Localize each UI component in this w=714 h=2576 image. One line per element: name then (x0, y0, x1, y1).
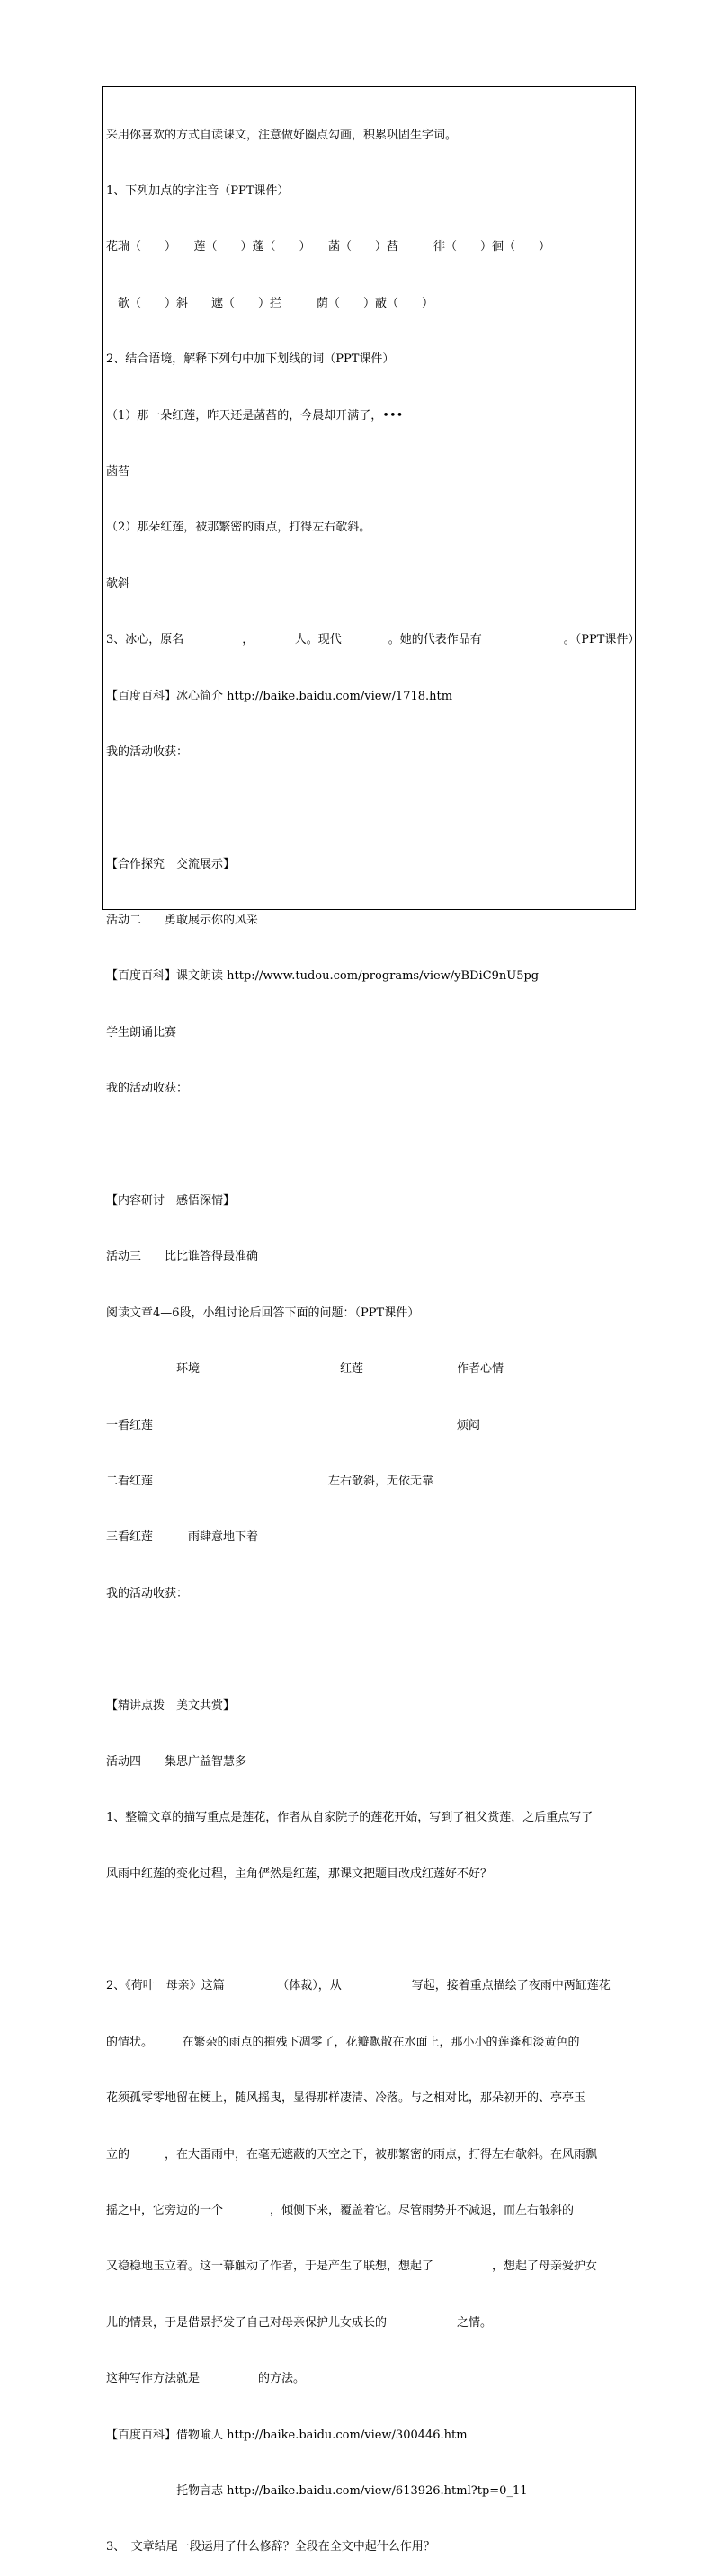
section-heading: 【精讲点拨 美文共赏】 (106, 1698, 236, 1713)
text-line: 风雨中红莲的变化过程，主角俨然是红莲，那课文把题目改成红莲好不好？ (106, 1867, 493, 1881)
text-line: 一看红莲 烦闷 (106, 1418, 481, 1432)
blank-line (106, 1921, 637, 1940)
text-line: 菡萏 (106, 464, 130, 478)
link-line[interactable]: 托物言志 http://baike.baidu.com/view/613926.html?tp=0_11 (106, 2484, 528, 2498)
text-line: 活动二 勇敢展示你的风采 (106, 914, 259, 928)
text-line: 1、整篇文章的描写重点是莲花，作者从自家院子的莲花开始，写到了祖父赏莲，之后重点写了 (106, 1811, 594, 1825)
document-content (106, 89, 640, 2576)
text-line: 采用你喜欢的方式自读课文，注意做好圈点勾画，积累巩固生字词。 (106, 128, 458, 142)
text-line: 3、冰心，原名 ， 人。现代 。她的代表作品有 。（PPT课件） (106, 633, 640, 647)
text-line: 这种写作方法就是 的方法。 (106, 2372, 306, 2386)
section-heading: 【内容研讨 感悟深情】 (106, 1194, 236, 1208)
blank-line (106, 799, 637, 818)
text-line: 阅读文章4—6段，小组讨论后回答下面的问题：（PPT课件） (106, 1306, 420, 1320)
blank-line (106, 1641, 637, 1660)
text-line: 环境 红莲 作者心情 (106, 1362, 504, 1377)
text-line: 2、《荷叶 母亲》这篇 （体裁），从 写起，接着重点描绘了夜雨中两缸莲花 (106, 1979, 611, 1993)
text-line: 花须孤零零地留在梗上，随风摇曳，显得那样凄清、冷落。与之相对比，那朵初开的、亭亭玉 (106, 2091, 586, 2106)
text-line: 又稳稳地玉立着。这一幕触动了作者，于是产生了联想，想起了 ，想起了母亲爱护女 (106, 2260, 598, 2274)
text-line: 欹（ ）斜 遮（ ）拦 荫（ ）蔽（ ） (106, 296, 434, 310)
link-line[interactable]: 【百度百科】冰心简介 http://baike.baidu.com/view/1718.htm (106, 689, 453, 703)
text-line: 3、 文章结尾一段运用了什么修辞？全段在全文中起什么作用？ (106, 2540, 435, 2554)
text-line: （1）那一朵红莲，昨天还是菡萏的，今晨却开满了，••• (106, 408, 404, 423)
text-line: 的情状。 在繁杂的雨点的摧残下凋零了，花瓣飘散在水面上，那小小的莲蓬和淡黄色的 (106, 2035, 580, 2049)
link-line[interactable]: 【百度百科】课文朗读 http://www.tudou.com/programs/view/yBDiC9nU5pg (106, 969, 540, 984)
text-line: 2、结合语境，解释下列句中加下划线的词（PPT课件） (106, 352, 395, 367)
text-line: 三看红莲 雨肆意地下着 (106, 1530, 259, 1545)
text-line: 立的 ，在大雷雨中，在毫无遮蔽的天空之下，被那繁密的雨点，打得左右欹斜。在风雨飘 (106, 2147, 598, 2162)
section-heading: 【合作探究 交流展示】 (106, 857, 236, 871)
text-line: 我的活动收获： (106, 1082, 189, 1096)
text-line: 活动四 集思广益智慧多 (106, 1754, 247, 1769)
text-line: 我的活动收获： (106, 744, 189, 759)
blank-line (106, 1136, 637, 1155)
link-line[interactable]: 【百度百科】借物喻人 http://baike.baidu.com/view/300446.htm (106, 2428, 468, 2442)
text-line: 欹斜 (106, 576, 130, 591)
text-line: 学生朗诵比赛 (106, 1025, 177, 1039)
text-line: 摇之中，它旁边的一个 ，倾侧下来，覆盖着它。尽管雨势并不减退，而左右攲斜的 (106, 2204, 575, 2218)
text-line: 花瑞（ ） 莲（ ）蓬（ ） 菡（ ）萏 徘（ ）徊（ ） (106, 240, 551, 254)
text-line: 活动三 比比谁答得最准确 (106, 1250, 259, 1264)
text-line: 儿的情景，于是借景抒发了自己对母亲保护儿女成长的 之情。 (106, 2315, 493, 2330)
text-line: 我的活动收获： (106, 1586, 189, 1600)
text-line: 1、下列加点的字注音（PPT课件） (106, 183, 290, 198)
text-line: 二看红莲 左右欹斜，无依无靠 (106, 1474, 434, 1488)
text-line: （2）那朵红莲，被那繁密的雨点，打得左右欹斜。 (106, 521, 371, 535)
